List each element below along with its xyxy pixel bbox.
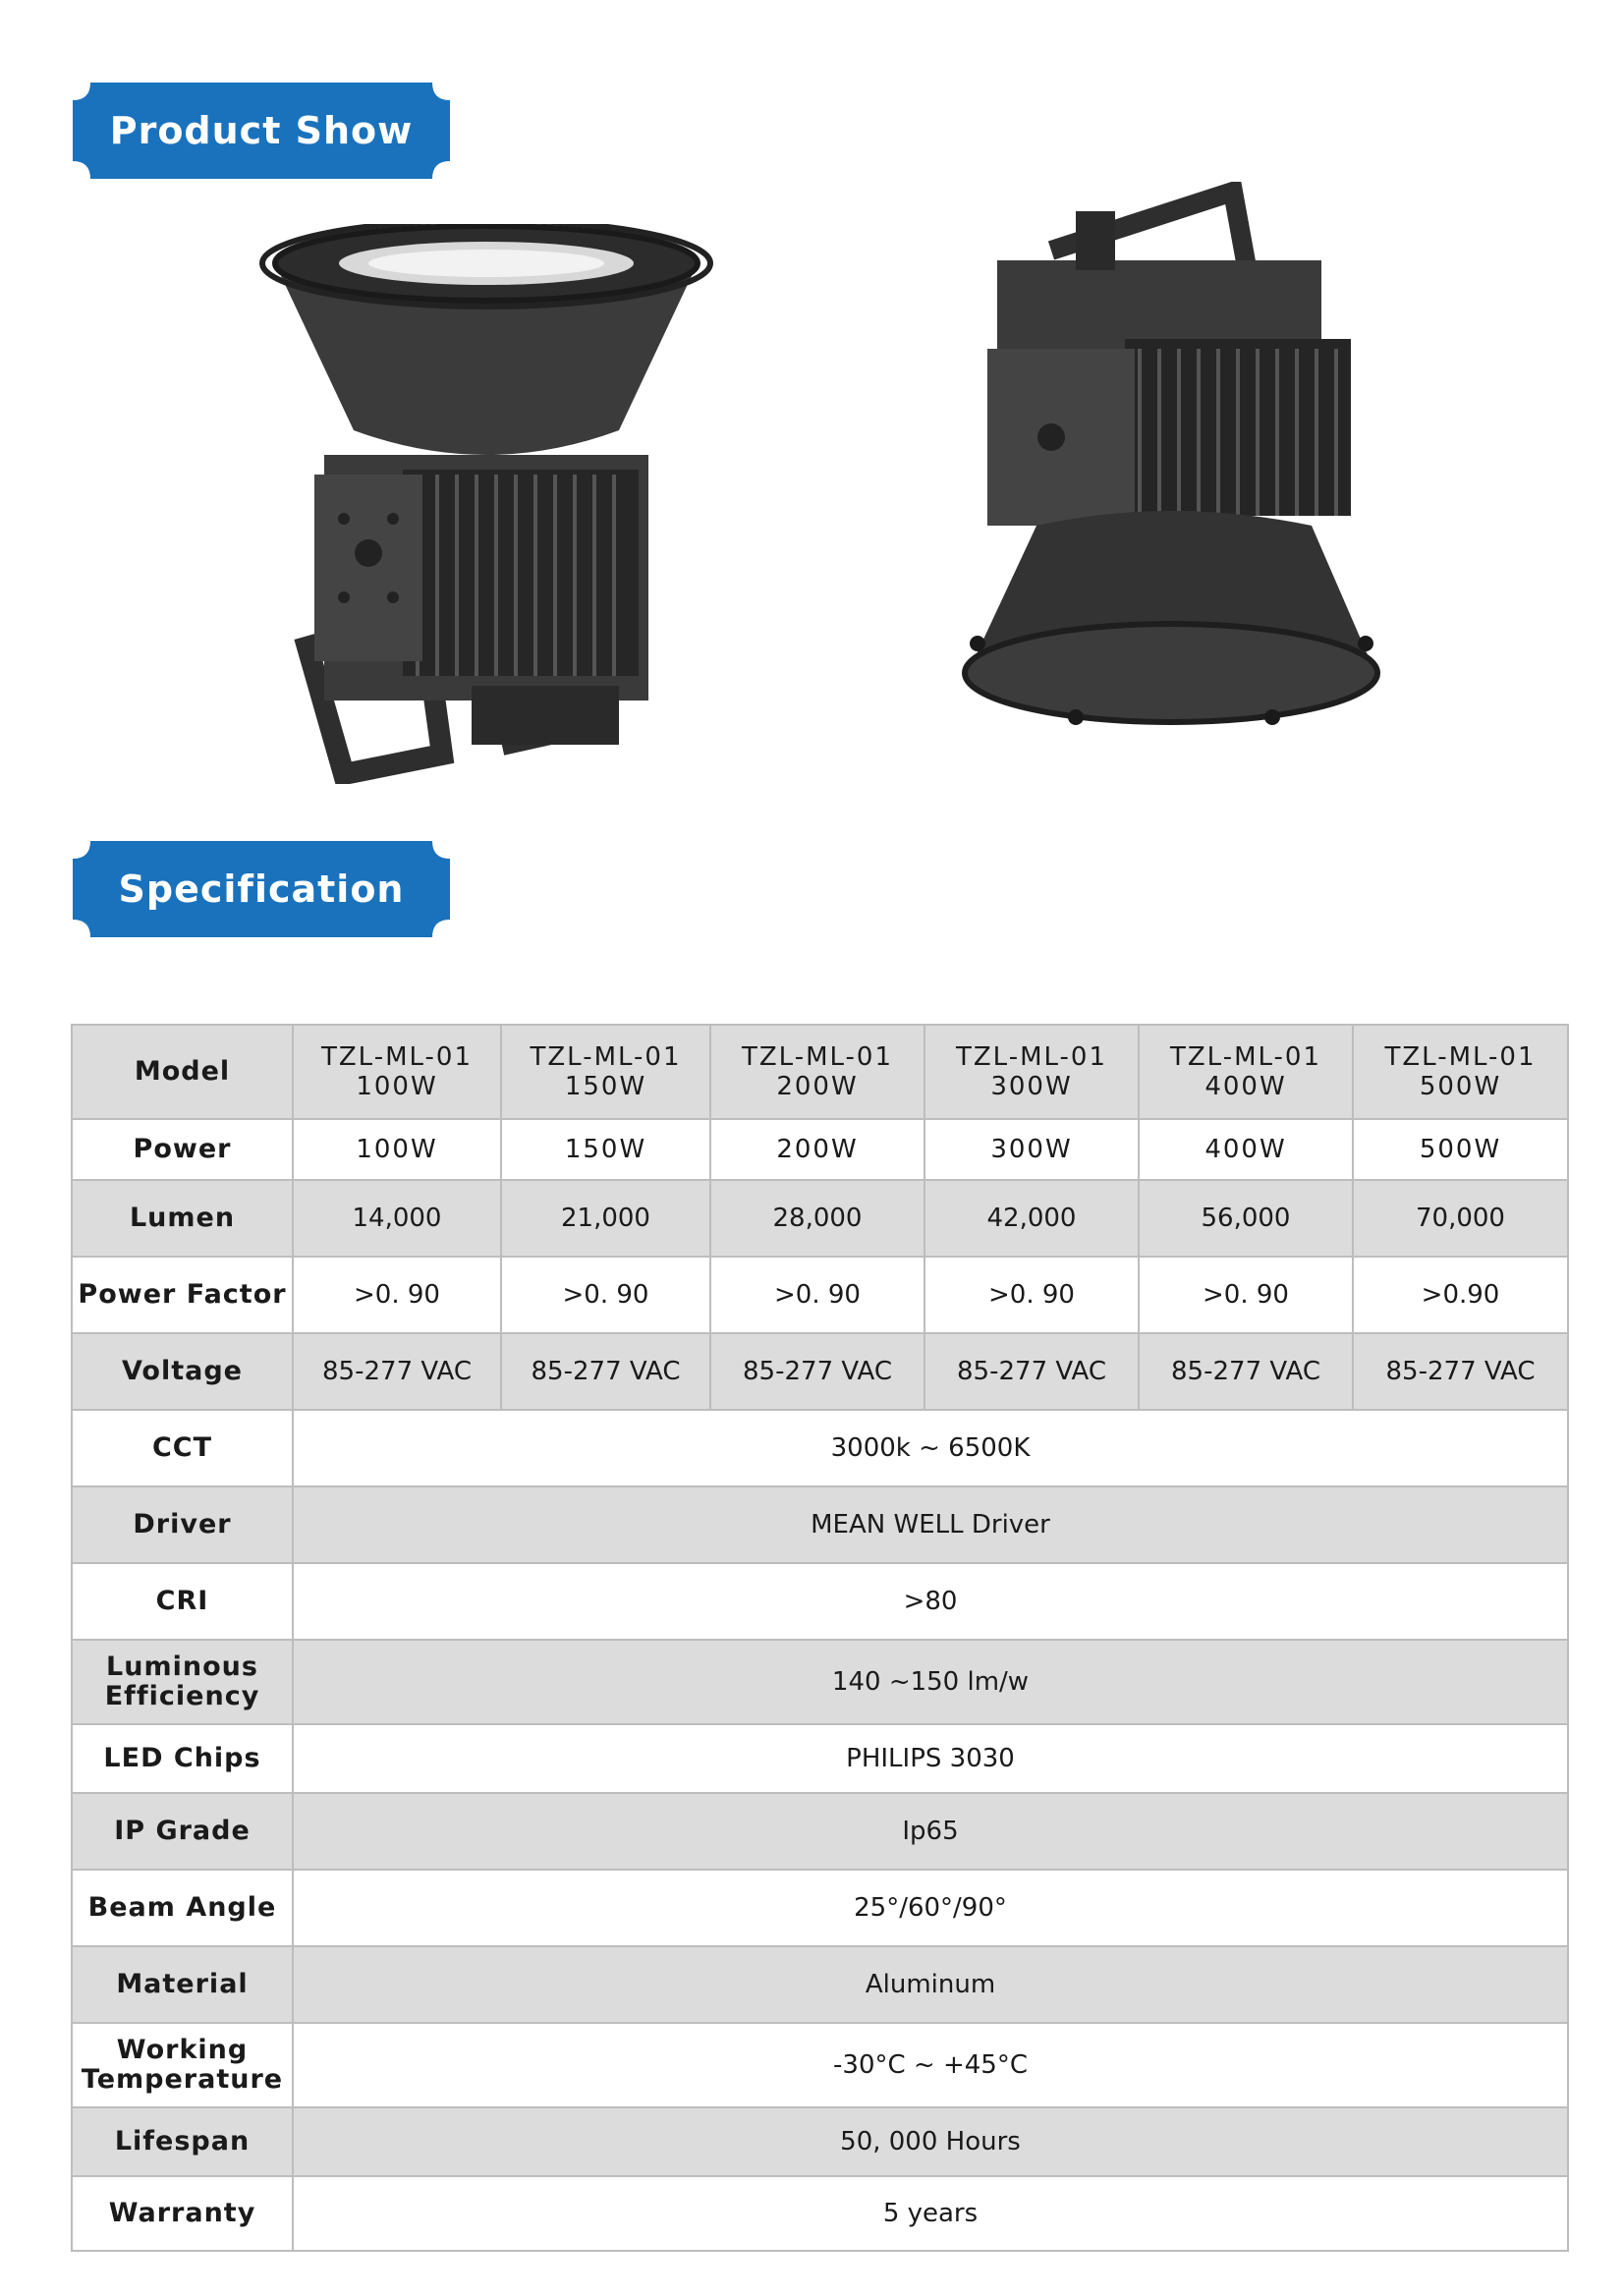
model-wattage: 400W (1204, 1072, 1287, 1101)
table-cell: Aluminum (293, 1946, 1568, 2023)
table-cell: 70,000 (1353, 1180, 1568, 1257)
table-cell: Ip65 (293, 1793, 1568, 1870)
model-name: TZL-ML-01 (741, 1042, 894, 1072)
table-cell: 100W (293, 1119, 501, 1180)
table-cell: 56,000 (1139, 1180, 1353, 1257)
model-name: TZL-ML-01 (320, 1042, 474, 1072)
table-cell: -30°C ~ +45°C (293, 2023, 1568, 2107)
table-row-cri (72, 1563, 1568, 1640)
table-row-model (72, 1025, 1568, 1119)
specification-table (71, 1024, 1569, 2252)
table-row-cct (72, 1410, 1568, 1486)
table-cell: 140 ~150 lm/w (293, 1640, 1568, 1724)
table-row-power-factor (72, 1257, 1568, 1333)
table-cell: >0.90 (1353, 1257, 1568, 1333)
table-row-voltage (72, 1333, 1568, 1410)
row-label-line: Temperature (81, 2064, 284, 2095)
model-cell (501, 1025, 710, 1119)
table-cell: 400W (1139, 1119, 1353, 1180)
model-wattage: 100W (356, 1072, 438, 1101)
row-label (72, 2023, 293, 2107)
table-cell: 150W (501, 1119, 710, 1180)
product-show-banner (73, 83, 450, 179)
model-cell (1353, 1025, 1568, 1119)
model-wattage: 150W (564, 1072, 647, 1101)
table-cell: 14,000 (293, 1180, 501, 1257)
table-cell: >0. 90 (501, 1257, 710, 1333)
model-wattage: 500W (1419, 1072, 1502, 1101)
table-cell: 200W (710, 1119, 924, 1180)
row-label: Lifespan (72, 2107, 293, 2176)
row-label-line: Efficiency (104, 1681, 260, 1711)
table-cell: 21,000 (501, 1180, 710, 1257)
row-label-line: Working (116, 2035, 249, 2065)
row-label: CCT (72, 1410, 293, 1486)
model-wattage: 200W (776, 1072, 859, 1101)
table-cell: >0. 90 (1139, 1257, 1353, 1333)
row-label-line: Luminous (106, 1652, 258, 1682)
table-row-driver (72, 1486, 1568, 1563)
table-cell: 28,000 (710, 1180, 924, 1257)
table-cell: 25°/60°/90° (293, 1870, 1568, 1946)
model-name: TZL-ML-01 (955, 1042, 1108, 1072)
table-cell: >0. 90 (710, 1257, 924, 1333)
model-cell (710, 1025, 924, 1119)
table-row-beam-angle (72, 1870, 1568, 1946)
row-label: Power Factor (72, 1257, 293, 1333)
table-cell: 3000k ~ 6500K (293, 1410, 1568, 1486)
table-cell: 85-277 VAC (501, 1333, 710, 1410)
table-cell: 5 years (293, 2176, 1568, 2251)
table-row-ip-grade (72, 1793, 1568, 1870)
table-row-power (72, 1119, 1568, 1180)
row-label: Warranty (72, 2176, 293, 2251)
table-cell: 50, 000 Hours (293, 2107, 1568, 2176)
row-label: Beam Angle (72, 1870, 293, 1946)
row-label: CRI (72, 1563, 293, 1640)
row-label: Voltage (72, 1333, 293, 1410)
row-label: IP Grade (72, 1793, 293, 1870)
table-row-working-temperature (72, 2023, 1568, 2107)
high-bay-light-bracket-image (958, 182, 1385, 783)
model-cell (1139, 1025, 1353, 1119)
table-cell: 500W (1353, 1119, 1568, 1180)
product-show-title: Product Show (109, 109, 414, 152)
row-label: Driver (72, 1486, 293, 1563)
row-label: Lumen (72, 1180, 293, 1257)
model-name: TZL-ML-01 (530, 1042, 682, 1072)
model-name: TZL-ML-01 (1169, 1042, 1322, 1072)
table-cell: 85-277 VAC (1139, 1333, 1353, 1410)
row-label: Power (72, 1119, 293, 1180)
model-cell (924, 1025, 1139, 1119)
table-cell: 85-277 VAC (924, 1333, 1139, 1410)
table-cell: PHILIPS 3030 (293, 1724, 1568, 1793)
row-label: Model (72, 1025, 293, 1119)
table-cell: 85-277 VAC (293, 1333, 501, 1410)
row-label (72, 1640, 293, 1724)
table-cell: 42,000 (924, 1180, 1139, 1257)
table-cell: 85-277 VAC (1353, 1333, 1568, 1410)
table-row-warranty (72, 2176, 1568, 2251)
specification-banner (73, 841, 450, 937)
table-row-luminous-efficiency (72, 1640, 1568, 1724)
table-row-led-chips (72, 1724, 1568, 1793)
high-bay-light-front-image (246, 224, 727, 784)
row-label: LED Chips (72, 1724, 293, 1793)
table-row-material (72, 1946, 1568, 2023)
table-cell: >80 (293, 1563, 1568, 1640)
table-cell: >0. 90 (293, 1257, 501, 1333)
model-cell (293, 1025, 501, 1119)
table-cell: >0. 90 (924, 1257, 1139, 1333)
table-cell: 300W (924, 1119, 1139, 1180)
row-label: Material (72, 1946, 293, 2023)
model-name: TZL-ML-01 (1384, 1042, 1537, 1072)
table-row-lumen (72, 1180, 1568, 1257)
model-wattage: 300W (990, 1072, 1073, 1101)
table-cell: MEAN WELL Driver (293, 1486, 1568, 1563)
table-cell: 85-277 VAC (710, 1333, 924, 1410)
table-row-lifespan (72, 2107, 1568, 2176)
specification-title: Specification (118, 868, 405, 911)
